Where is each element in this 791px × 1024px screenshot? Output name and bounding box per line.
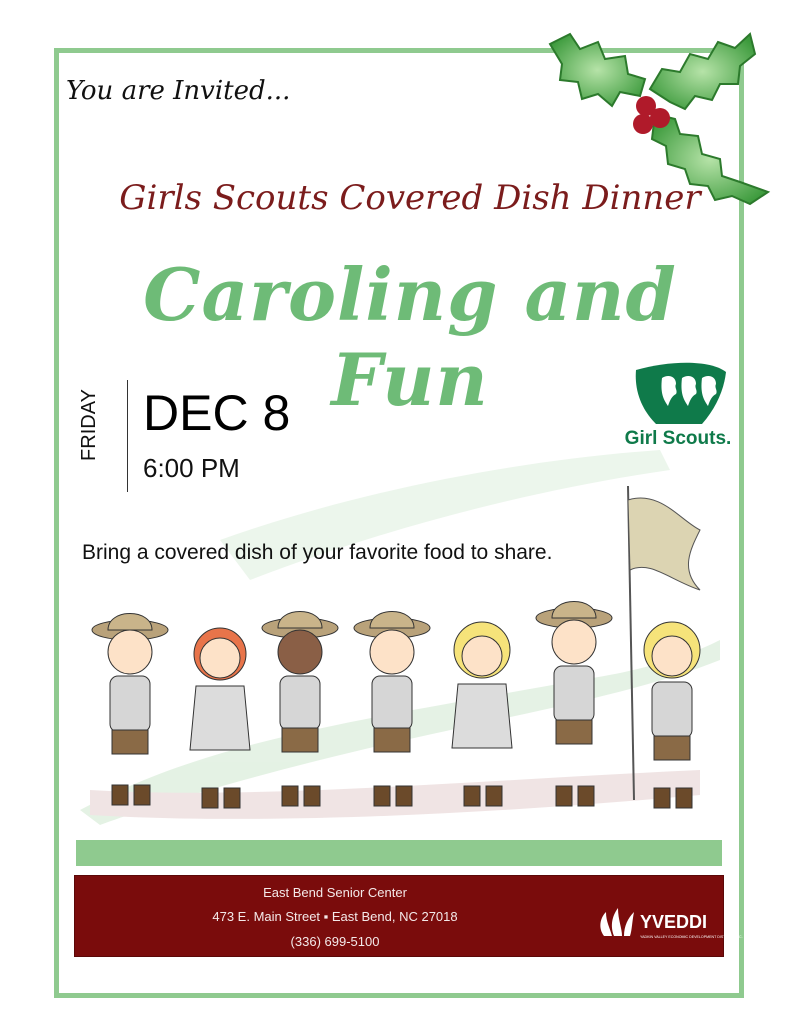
invite-text: You are Invited... bbox=[66, 76, 291, 106]
venue-address: 473 E. Main Street ▪ East Bend, NC 27018 bbox=[212, 909, 458, 924]
yveddi-name: YVEDDI bbox=[640, 912, 708, 932]
green-divider-bar bbox=[76, 840, 722, 866]
venue-name: East Bend Senior Center bbox=[263, 885, 407, 900]
event-date: DEC 8 bbox=[143, 385, 291, 441]
headline: Caroling and Fun bbox=[143, 252, 677, 422]
venue-phone: (336) 699-5100 bbox=[290, 934, 380, 949]
bring-dish-text: Bring a covered dish of your favorite food to share. bbox=[82, 541, 553, 564]
event-time: 6:00 PM bbox=[143, 453, 240, 483]
yveddi-tagline: YADKIN VALLEY ECONOMIC DEVELOPMENT DISTRICT, INC. bbox=[640, 935, 743, 939]
event-title: Girls Scouts Covered Dish Dinner bbox=[119, 178, 701, 218]
event-day: FRIDAY bbox=[78, 389, 100, 461]
scouts-illustration bbox=[60, 420, 740, 840]
scout-group bbox=[92, 486, 700, 808]
yveddi-logo-icon bbox=[590, 900, 743, 950]
girl-scouts-wordmark: Girl Scouts. bbox=[624, 428, 732, 449]
